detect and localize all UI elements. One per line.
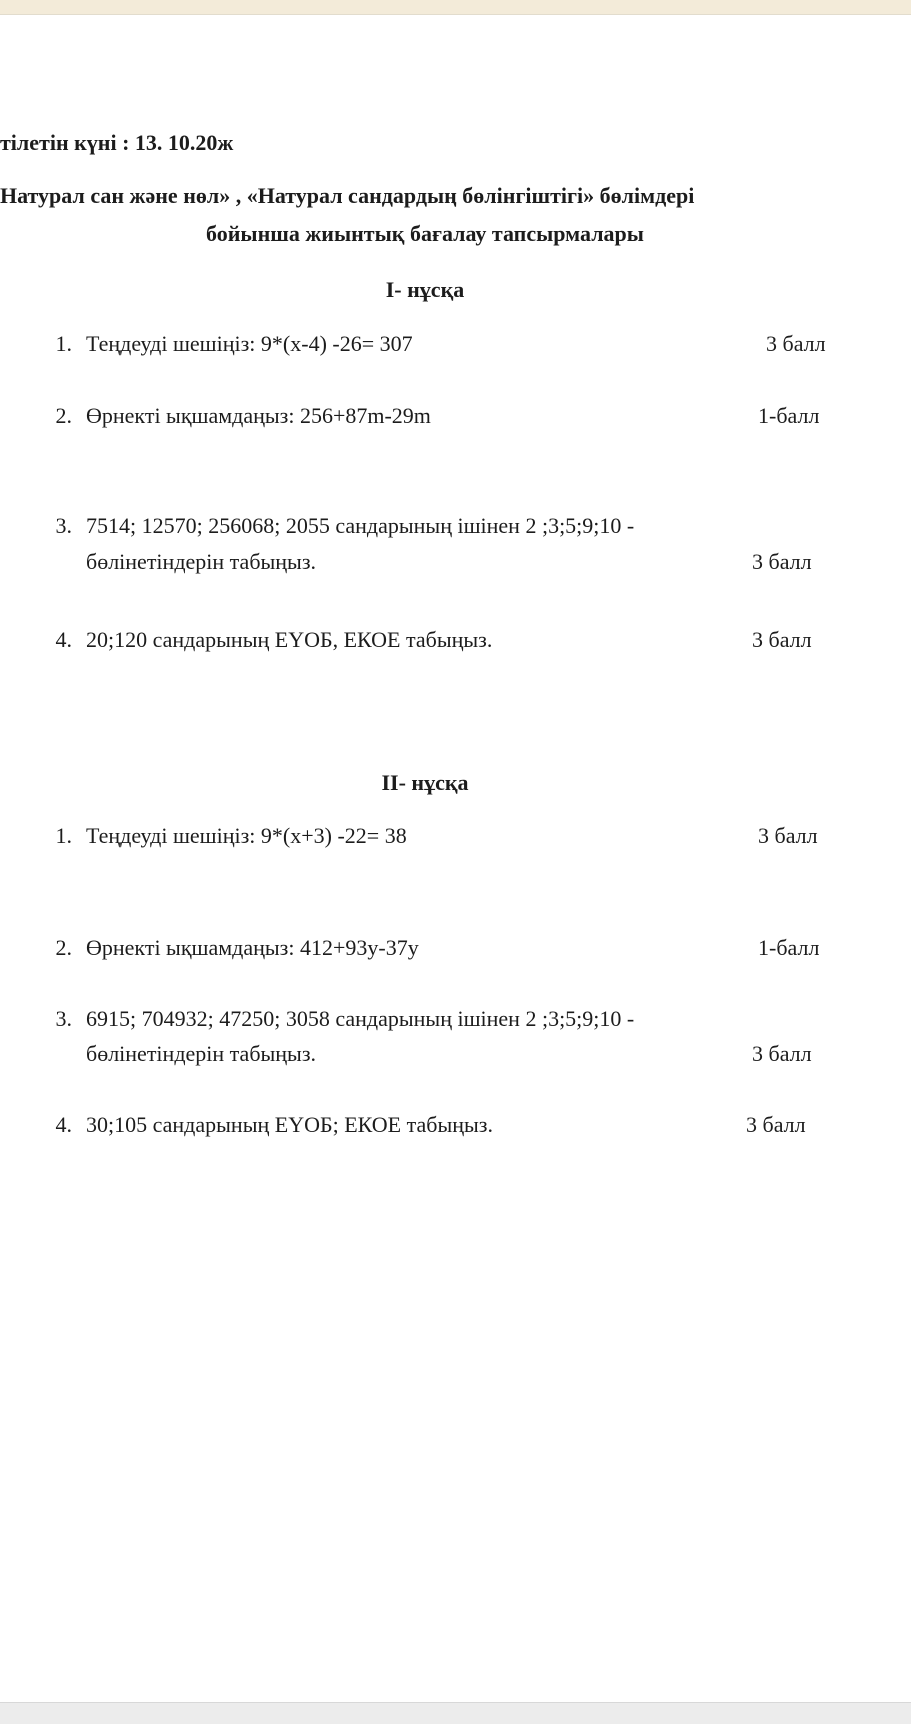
task-number: 3. [55,1006,72,1031]
task-number: 1. [55,331,72,356]
task-number: 1. [55,823,72,848]
task-text: 20;120 сандарының ЕҮОБ, ЕКОЕ табыңыз. [86,627,493,652]
task-score: 1-балл [758,403,820,428]
task-score: 3 балл [752,1041,812,1066]
task-text-line-1: 7514; 12570; 256068; 2055 сандарының ішінен 2 ;3;5;9;10 - [86,513,635,538]
task-number: 4. [55,1112,72,1137]
task-text: 30;105 сандарының ЕҮОБ; ЕКОЕ табыңыз. [86,1112,493,1137]
task-score: 3 балл [766,331,826,356]
task-text-line-1: 6915; 704932; 47250; 3058 сандарының ішінен 2 ;3;5;9;10 - [86,1006,635,1031]
task-text: Теңдеуді шешіңіз: 9*(x+3) -22= 38 [86,823,407,848]
heading-line-2: бойынша жиынтық бағалау тапсырмалары [206,221,644,246]
task-text-line-2: бөлінетіндерін табыңыз. [86,1041,317,1066]
task-text: Өрнекті ықшамдаңыз: 256+87m-29m [86,403,431,428]
task-number: 4. [55,627,72,652]
task-number: 2. [55,403,72,428]
top-edge-bar [0,0,911,15]
task-score: 3 балл [758,823,818,848]
task-score: 3 балл [746,1112,806,1137]
variant-1-title: І- нұсқа [385,277,465,302]
task-score: 3 балл [752,627,812,652]
task-number: 2. [55,935,72,960]
heading-line-1: Натурал сан және нөл» , «Натурал сандардың бөлінгіштігі» бөлімдері [0,183,695,208]
task-number: 3. [55,513,72,538]
task-text: Теңдеуді шешіңіз: 9*(x-4) -26= 307 [86,331,413,356]
variant-2-title: ІІ- нұсқа [381,770,469,795]
bottom-edge-bar [0,1702,911,1724]
task-score: 3 балл [752,549,812,574]
task-text-line-2: бөлінетіндерін табыңыз. [86,549,317,574]
date-line: тілетін күні : 13. 10.20ж [0,130,234,155]
task-score: 1-балл [758,935,820,960]
task-text: Өрнекті ықшамдаңыз: 412+93у-37у [86,935,419,960]
